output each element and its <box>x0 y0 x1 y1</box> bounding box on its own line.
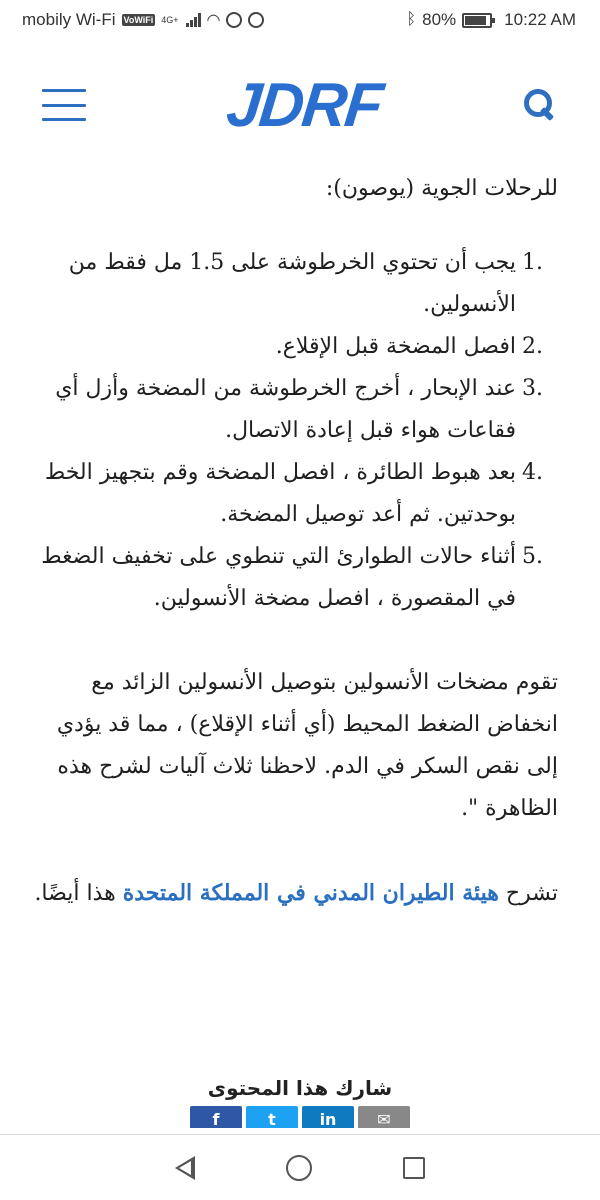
intro-text: للرحلات الجوية (يوصون): <box>325 176 558 201</box>
battery-percent: 80% <box>422 10 457 29</box>
list-text: بعد هبوط الطائرة ، افصل المضخة وقم بتجهيز الخط بوحدتين. ثم أعد توصيل المضخة. <box>44 460 516 527</box>
network-type: 4G+ <box>161 15 179 25</box>
wifi-icon: ◠ <box>206 12 221 29</box>
site-header <box>0 40 600 170</box>
article-body <box>0 168 600 915</box>
bluetooth-icon: ᛒ <box>406 11 417 28</box>
battery-icon <box>462 13 492 28</box>
list-item <box>30 536 558 620</box>
status-left <box>22 10 264 30</box>
share-title: شارك هذا المحتوى <box>207 1076 393 1100</box>
search-icon[interactable] <box>522 87 558 123</box>
email-share-button[interactable]: ✉ <box>358 1106 410 1128</box>
list-item <box>30 242 558 326</box>
share-section <box>0 1076 600 1128</box>
list-text: افصل المضخة قبل الإقلاع. <box>275 334 516 359</box>
signal-icon <box>186 13 201 27</box>
jdrf-logo[interactable]: JDRF <box>223 70 385 140</box>
list-number: .2 <box>522 334 543 359</box>
carrier-label: mobily Wi-Fi <box>22 10 116 29</box>
recent-apps-icon[interactable] <box>403 1157 425 1179</box>
status-right <box>407 10 576 30</box>
system-nav-bar <box>0 1134 600 1200</box>
whatsapp-icon-2 <box>248 12 264 28</box>
list-text: عند الإبحار ، أخرج الخرطوشة من المضخة وأزل أي فقاعات هواء قبل إعادة الاتصال. <box>55 376 516 443</box>
list-item <box>30 368 558 452</box>
list-number: .4 <box>522 460 543 485</box>
hamburger-icon[interactable] <box>42 89 86 121</box>
back-icon[interactable] <box>175 1156 195 1180</box>
clock: 10:22 AM <box>504 10 576 29</box>
list-number: .1 <box>522 250 543 275</box>
share-buttons <box>0 1106 600 1128</box>
insulin-paragraph: تقوم مضخات الأنسولين بتوصيل الأنسولين الزائد مع انخفاض الضغط المحيط (أي أثناء الإقلاع) ، مما قد يؤدي إلى نقص السكر في الدم. لاحظنا ثلاث آليات لشرح هذه الظاهرة ". <box>56 670 558 821</box>
list-number: .5 <box>522 544 543 569</box>
list-item <box>30 452 558 536</box>
caa-text-after: هذا أيضًا. <box>34 881 123 906</box>
list-text: يجب أن تحتوي الخرطوشة على 1.5 مل فقط من الأنسولين. <box>68 250 516 317</box>
whatsapp-icon <box>226 12 242 28</box>
caa-text-before: تشرح <box>498 881 558 906</box>
vowifi-badge: VoWiFi <box>123 15 154 25</box>
linkedin-share-button[interactable]: in <box>302 1106 354 1128</box>
twitter-share-button[interactable]: t <box>246 1106 298 1128</box>
list-text: أثناء حالات الطوارئ التي تنطوي على تخفيف الضغط في المقصورة ، افصل مضخة الأنسولين. <box>41 544 516 611</box>
home-icon[interactable] <box>286 1155 312 1181</box>
steps-list <box>30 242 558 620</box>
status-bar <box>0 0 600 40</box>
caa-paragraph <box>30 872 558 915</box>
facebook-share-button[interactable]: f <box>190 1106 242 1128</box>
caa-link[interactable]: هيئة الطيران المدني في المملكة المتحدة <box>122 880 499 906</box>
list-item <box>30 326 558 368</box>
list-number: .3 <box>522 376 543 401</box>
